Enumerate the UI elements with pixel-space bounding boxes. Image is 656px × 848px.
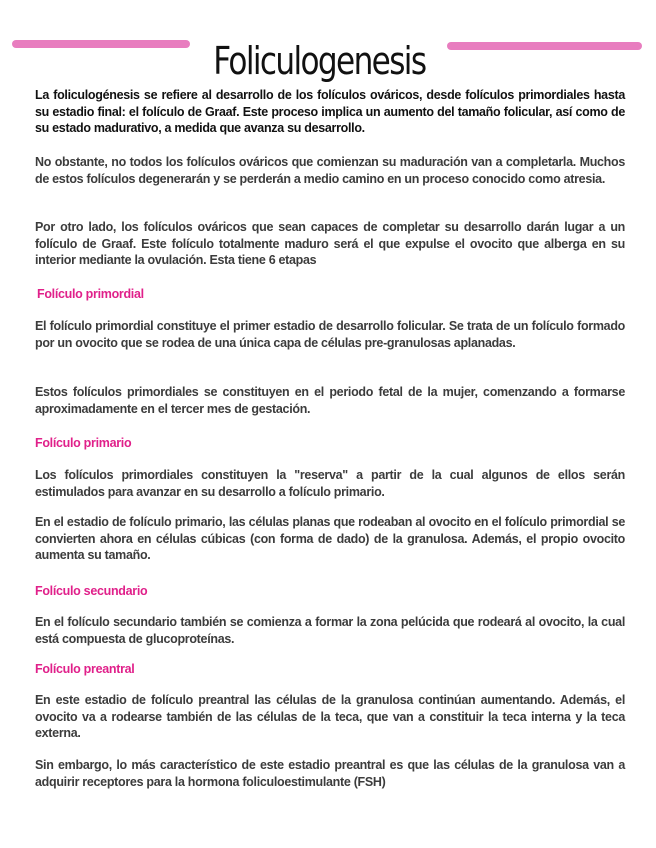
section-heading: Folículo secundario [35,584,148,598]
section-heading: Folículo primario [35,436,132,450]
intro-paragraph: Por otro lado, los folículos ováricos que sean capaces de completar su desarrollo darán lugar a un folículo de Graaf. Este folículo totalmente maduro será el que expulse el ovocito que alberga en su interior mediante la ovulación. Esta tiene 6 etapas [35,220,625,267]
section-paragraph: En este estadio de folículo preantral las células de la granulosa continúan aumentando. Además, el ovocito va a rodearse también de las células de la teca, que van a constituir la teca interna y la teca externa. [35,693,625,740]
title-bar-right [447,42,642,50]
section-paragraph: El folículo primordial constituye el primer estadio de desarrollo folicular. Se trata de un folículo formado por un ovocito que se rodea de una única capa de células pre-granulosas aplanadas. [35,319,625,350]
section-paragraph: Los folículos primordiales constituyen la "reserva" a partir de la cual algunos de ellos serán estimulados para avanzar en su desarrollo a folículo primario. [35,468,625,499]
intro-paragraph: La foliculogénesis se refiere al desarrollo de los folículos ováricos, desde folículos primordiales hasta su estadio final: el folículo de Graaf. Este proceso implica un aumento del tamaño folicular, así como de su estado madurativo, a medida que avanza su desarrollo. [35,88,625,135]
section-paragraph: Sin embargo, lo más característico de este estadio preantral es que las células de la granulosa van a adquirir receptores para la hormona foliculoestimulante (FSH) [35,758,625,789]
section-paragraph: En el folículo secundario también se comienza a formar la zona pelúcida que rodeará al ovocito, la cual está compuesta de glucoproteínas. [35,615,625,646]
title-bar-left [12,40,190,48]
section-paragraph: En el estadio de folículo primario, las células planas que rodeaban al ovocito en el folículo primordial se convierten ahora en células cúbicas (con forma de dado) de la granulosa. Además, el propio ovocito aumenta su tamaño. [35,515,625,562]
page-title: Foliculogenesis [213,39,426,84]
section-paragraph: Estos folículos primordiales se constituyen en el periodo fetal de la mujer, comenzando a formarse aproximadamente en el tercer mes de gestación. [35,385,625,416]
section-heading: Folículo preantral [35,662,135,676]
intro-paragraph: No obstante, no todos los folículos ováricos que comienzan su maduración van a completarla. Muchos de estos folículos degenerarán y se perderán a medio camino en un proceso conocido como atresia. [35,155,625,186]
section-heading: Folículo primordial [37,287,144,301]
